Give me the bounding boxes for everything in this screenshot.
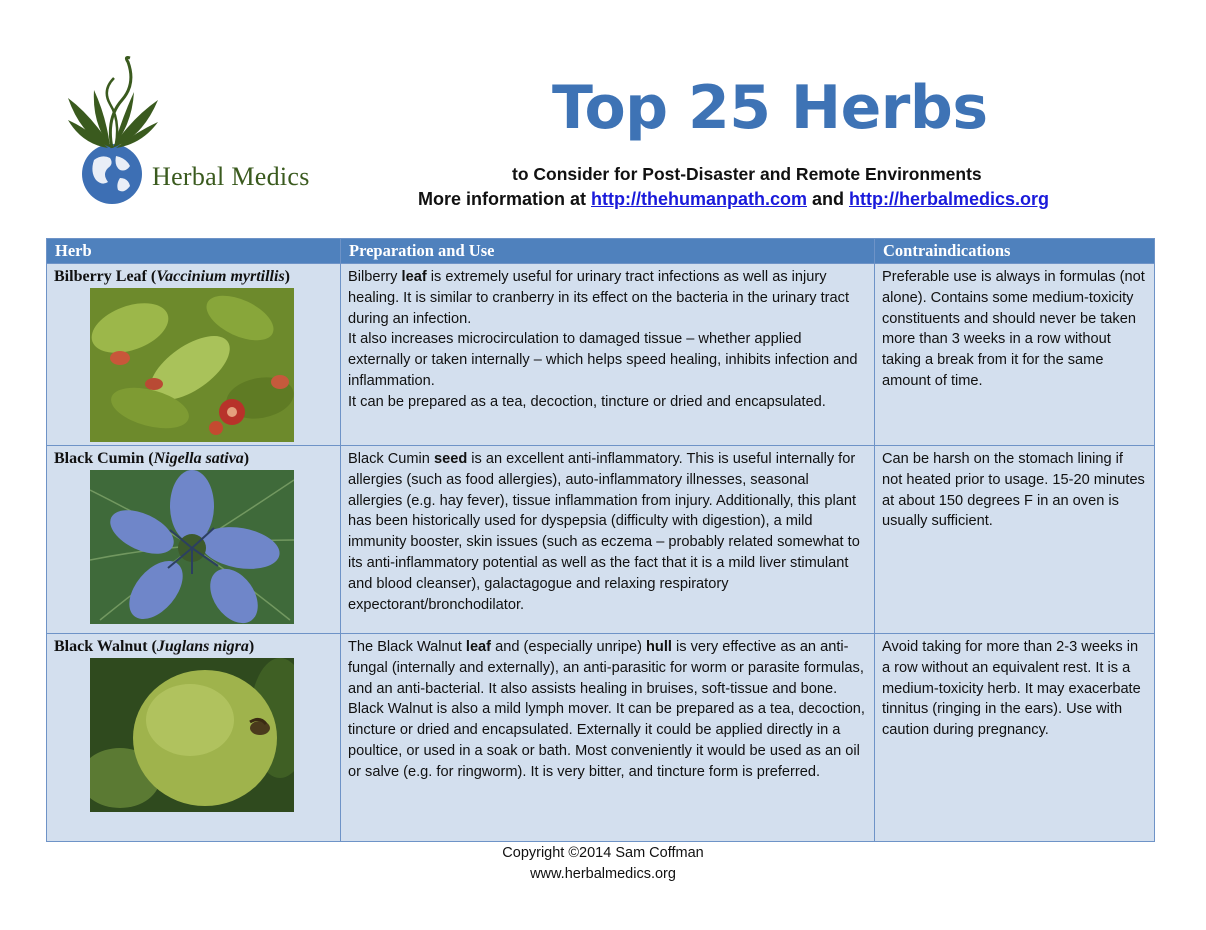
herb-name: Black Cumin (Nigella sativa): [54, 450, 250, 467]
preparation-paragraph: It also increases microcirculation to damaged tissue – whether applied externally or taken internally – which helps speed healing, inhibits infection and inflammation.: [348, 331, 858, 389]
herb-cell: [47, 446, 341, 634]
contraindications-cell: Preferable use is always in formulas (not alone). Contains some medium-toxicity constituents and should never be taken more than 3 weeks in a row without taking a break from it for the same amount of time.: [875, 264, 1155, 446]
preparation-cell: [341, 446, 875, 634]
preparation-paragraph: Bilberry leaf is extremely useful for urinary tract infections as well as injury healing. It is similar to cranberry in its effect on the bacteria in the urinary tract during an infection.: [348, 269, 850, 327]
preparation-paragraph: The Black Walnut leaf and (especially unripe) hull is very effective as an anti-fungal (internally and externally), an anti-parasitic for worm or parasite formulas, and an anti-bacterial. It also assists healing in bruises, soft-tissue and bone.: [348, 639, 864, 697]
table-header-row: [47, 239, 1155, 264]
herb-cell: [47, 264, 341, 446]
header-preparation: Preparation and Use: [341, 239, 875, 264]
page-title: Top 25 Herbs: [552, 73, 988, 143]
herb-name: Black Walnut (Juglans nigra): [54, 638, 255, 655]
thehumanpath-link[interactable]: http://thehumanpath.com: [591, 189, 807, 209]
more-info-prefix: More information at: [418, 189, 592, 209]
copyright-text: Copyright ©2014 Sam Coffman: [502, 845, 704, 861]
herbs-table: [46, 238, 1155, 842]
herb-name: Bilberry Leaf (Vaccinium myrtillis): [54, 268, 290, 285]
table-row: [47, 446, 1155, 634]
table-row: [47, 264, 1155, 446]
contraindications-cell: Can be harsh on the stomach lining if not heated prior to usage. 15-20 minutes at about 150 degrees F in an oven is usually sufficient.: [875, 446, 1155, 634]
preparation-paragraph: Black Cumin seed is an excellent anti-inflammatory. This is useful internally for allergies (such as food allergies), auto-inflammatory illnesses, seasonal allergies (e.g. hay fever), tissue inflammation from injury. Additionally, this plant has been historically used for dyspepsia (difficulty with digestion), a mild immunity booster, skin issues (such as eczema – probably related somewhat to its anti-inflammatory potential as well as the fact that it is a mild liver stimulant and blood cleanser), galactagogue and relaxing respiratory expectorant/bronchodilator.: [348, 451, 860, 613]
preparation-paragraph: Black Walnut is also a mild lymph mover. It can be prepared as a tea, decoction, tincture or dried and encapsulated. Externally it could be applied directly in a poultice, or used in a soak or bath. Most conveniently it would be used as an oil or salve (e.g. for ringworm). It is very bitter, and tincture form is preferred.: [348, 701, 865, 780]
page-subtitle: to Consider for Post-Disaster and Remote Environments: [512, 164, 982, 184]
walnut-fruit-photo: [90, 658, 294, 812]
nigella-flower-photo: [90, 470, 294, 624]
bilberry-plant-photo: [90, 288, 294, 442]
herb-cell: [47, 634, 341, 842]
header-contraindications: Contraindications: [875, 239, 1155, 264]
website-text: www.herbalmedics.org: [530, 866, 676, 882]
preparation-cell: [341, 634, 875, 842]
contraindications-cell: Avoid taking for more than 2-3 weeks in a row without an equivalent rest. It is a medium-toxicity herb. It may exacerbate tinnitus (ringing in the ears). Use with caution during pregnancy.: [875, 634, 1155, 842]
and-text: and: [807, 189, 850, 209]
herbalmedics-link[interactable]: http://herbalmedics.org: [849, 189, 1050, 209]
more-info-line: [418, 189, 1049, 210]
preparation-cell: [341, 264, 875, 446]
header-herb: Herb: [47, 239, 341, 264]
table-row: [47, 634, 1155, 842]
logo-text: Herbal Medics: [152, 162, 310, 191]
preparation-paragraph: It can be prepared as a tea, decoction, tincture or dried and encapsulated.: [348, 393, 826, 410]
